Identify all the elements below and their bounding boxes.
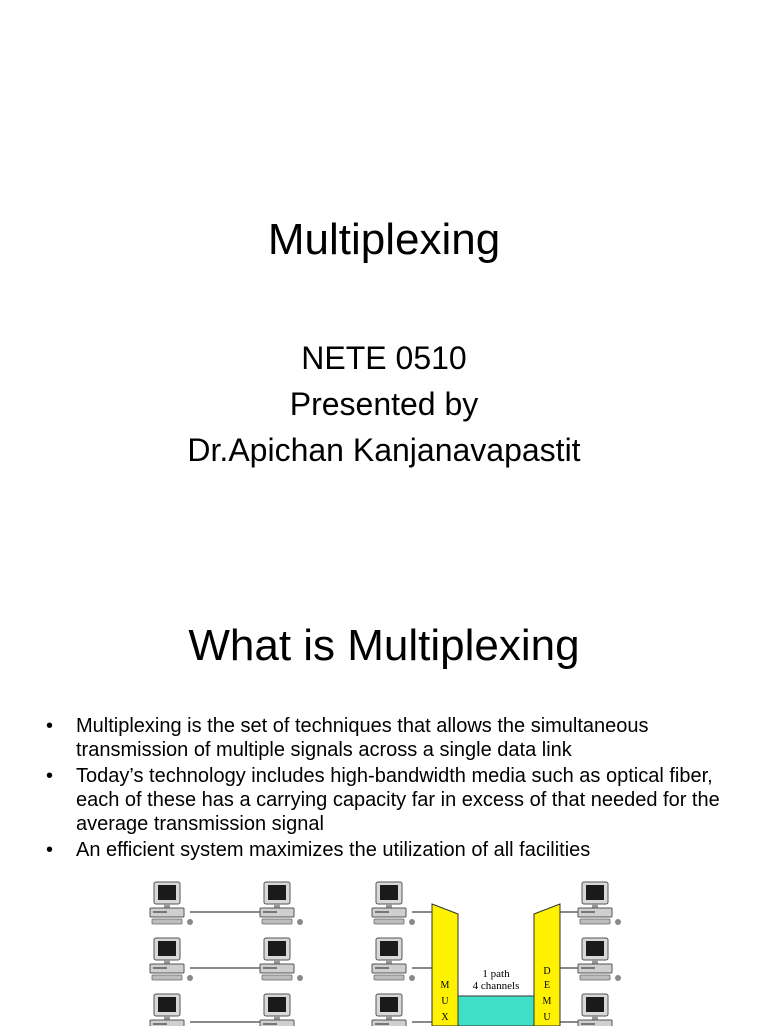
desktop-computer-icon [372,994,415,1026]
desktop-computer-icon [150,882,193,925]
shared-channel [458,996,534,1026]
demux-letter: D [543,966,551,977]
desktop-computer-icon [150,938,193,981]
desktop-computer-icon [260,882,303,925]
desktop-computer-icon [578,994,621,1026]
mux-demux-group [372,882,621,1026]
course-code: NETE 0510 [301,340,467,376]
slide1-subtitle [0,335,768,473]
bullet-marker: • [46,765,54,787]
slide2-title: What is Multiplexing [188,621,580,670]
multiplexing-diagram [140,876,640,1026]
mux-letter: X [441,1012,449,1023]
mux-block [432,904,458,1026]
bullet-text: An efficient system maximizes the utilization of all facilities [76,839,591,861]
mux-letter: M [440,980,450,991]
bullet-marker: • [46,715,54,737]
desktop-computer-icon [260,994,303,1026]
direct-links-group [150,882,303,1026]
bullet-item [46,838,746,862]
demux-letter: E [543,980,551,991]
mux-letter: U [441,996,449,1007]
desktop-computer-icon [372,938,415,981]
demux-letter: M [542,996,552,1007]
desktop-computer-icon [578,938,621,981]
presented-by-label: Presented by [289,386,479,422]
bullet-list [46,714,746,864]
bullet-marker: • [46,839,54,861]
bullet-item [46,764,746,836]
slide1-title: Multiplexing [267,215,501,264]
bullet-item [46,714,746,762]
bullet-text: Multiplexing is the set of techniques that allows the simultaneous transmission of multiple signals across a single data link [76,715,649,761]
bullet-text: Today’s technology includes high-bandwidth media such as optical fiber, each of these has a carrying capacity far in excess of that needed for the average transmission signal [76,765,720,835]
path-label: 1 path [482,968,510,980]
demux-letter: U [543,1012,551,1023]
desktop-computer-icon [372,882,415,925]
desktop-computer-icon [578,882,621,925]
desktop-computer-icon [260,938,303,981]
desktop-computer-icon [150,994,193,1026]
presenter-name: Dr.Apichan Kanjanavapastit [187,432,581,468]
channels-label: 4 channels [472,980,520,992]
demux-block [534,904,560,1026]
